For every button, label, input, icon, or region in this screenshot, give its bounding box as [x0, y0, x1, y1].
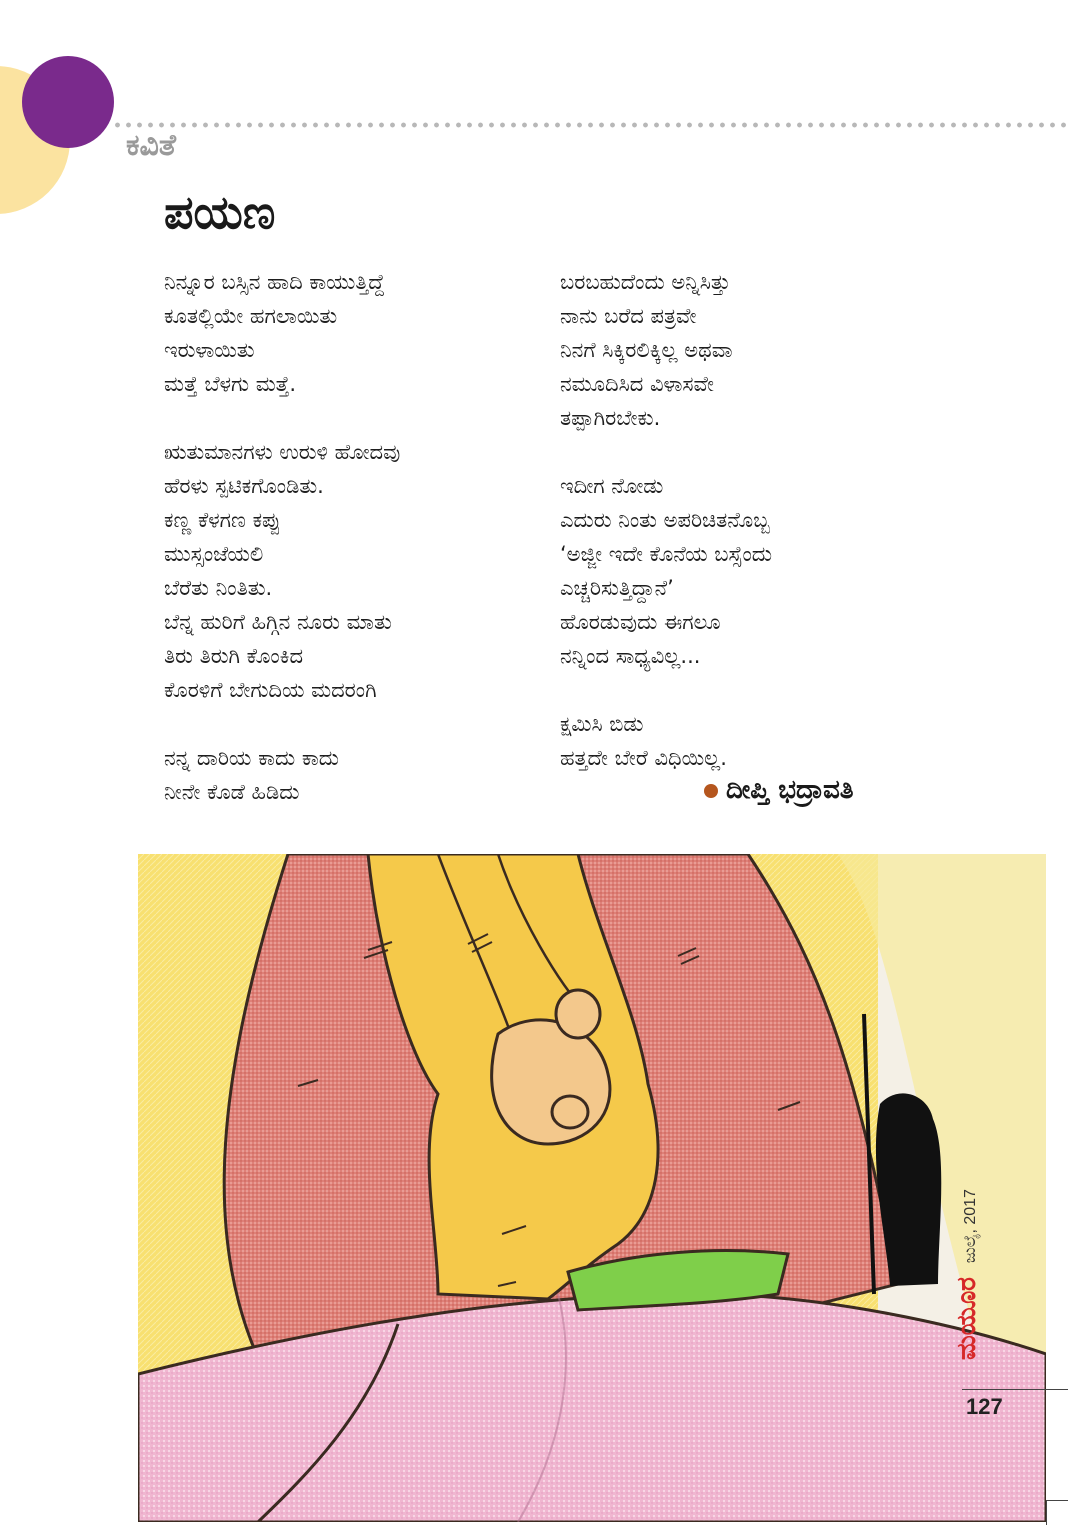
illustration [138, 854, 1046, 1522]
poem-line: ಎದುರು ನಿಂತು ಅಪರಿಚಿತನೊಬ್ಬ [560, 508, 770, 532]
poem-line: ನಿನಗೆ ಸಿಕ್ಕಿರಲಿಕ್ಕಿಲ್ಲ ಅಥವಾ [560, 338, 733, 362]
poem-line: ನೀನೇ ಕೊಡೆ ಹಿಡಿದು [164, 780, 300, 804]
stanza [164, 741, 544, 809]
poem-line: ಇದೀಗ ನೋಡು [560, 474, 664, 498]
poem-line: ತಪ್ಪಾಗಿರಬೇಕು. [560, 406, 661, 430]
section-label: ಕವಿತೆ [126, 128, 176, 163]
author-byline [704, 770, 854, 810]
issue-date: ಜುಲೈ, 2017 [962, 1189, 979, 1264]
poem-line: ಬೆರೆತು ನಿಂತಿತು. [164, 576, 273, 600]
poem-line: ಹೊರಡುವುದು ಈಗಲೂ [560, 610, 721, 634]
page-number-rule [962, 1389, 1068, 1390]
poem-line: ಬೆನ್ನ ಹುರಿಗೆ ಹಿಗ್ಗಿನ ನೂರು ಮಾತು [164, 610, 392, 634]
poem-line: ಇರುಳಾಯಿತು [164, 338, 255, 362]
poem-line: ಮತ್ತೆ ಬೆಳಗು ಮತ್ತೆ. [164, 372, 297, 396]
poem-line: ಋತುಮಾನಗಳು ಉರುಳಿ ಹೋದವು [164, 440, 401, 464]
poem-line: ಬರಬಹುದೆಂದು ಅನ್ನಿಸಿತ್ತು [560, 270, 731, 294]
page-number: 127 [966, 1394, 1003, 1419]
crop-mark [1046, 1500, 1068, 1501]
dotted-divider [112, 122, 1067, 128]
poem-line: ಹತ್ತದೇ ಬೇರೆ ವಿಧಿಯಿಲ್ಲ. [560, 746, 727, 770]
poem-right-column [560, 265, 960, 809]
magazine-side-label [952, 1189, 982, 1360]
stanza [560, 707, 960, 775]
stanza [560, 265, 960, 435]
poem-line: ಕೊರಳಿಗೆ ಬೇಗುದಿಯ ಮದರಂಗಿ [164, 678, 377, 702]
crop-mark [1046, 1500, 1047, 1525]
poem-title: ಪಯಣ [164, 185, 276, 239]
stanza [164, 435, 544, 707]
poem-line: ನಮೂದಿಸಿದ ವಿಳಾಸವೇ [560, 372, 714, 396]
author-name: ದೀಪ್ತಿ ಭದ್ರಾವತಿ [726, 775, 854, 805]
poem-line: ಎಚ್ಚರಿಸುತ್ತಿದ್ದಾನೆ’ [560, 576, 674, 600]
bullet-icon [704, 784, 718, 798]
poem-line: ನಿನ್ನೂರ ಬಸ್ಸಿನ ಹಾದಿ ಕಾಯುತ್ತಿದ್ದೆ [164, 270, 385, 294]
poem-line: ತಿರು ತಿರುಗಿ ಕೊಂಕಿದ [164, 644, 304, 668]
poem-line: ನನ್ನಿಂದ ಸಾಧ್ಯವಿಲ್ಲ... [560, 644, 701, 668]
poem-line: ಕೂತಲ್ಲಿಯೇ ಹಗಲಾಯಿತು [164, 304, 338, 328]
stanza [560, 469, 960, 673]
poem-line: ಕ್ಷಮಿಸಿ ಬಿಡು [560, 712, 644, 736]
poem-line: ‘ಅಜ್ಜೀ ಇದೇ ಕೊನೆಯ ಬಸ್ಸೆಂದು [560, 542, 773, 566]
poem-line: ಹೆರಳು ಸ್ಪಟಿಕಗೊಂಡಿತು. [164, 474, 324, 498]
poem-left-column [164, 265, 544, 843]
magazine-logo: ಮಯೂರ [952, 1277, 982, 1360]
stanza [164, 265, 544, 401]
poem-line: ಕಣ್ಣ ಕೆಳಗಣ ಕಪ್ಪು [164, 508, 281, 532]
poem-line: ನನ್ನ ದಾರಿಯ ಕಾದು ಕಾದು [164, 746, 339, 770]
poem-line: ಮುಸ್ಸಂಜೆಯಲಿ [164, 542, 264, 566]
decorative-purple-circle [22, 56, 114, 148]
poem-line: ನಾನು ಬರೆದ ಪತ್ರವೇ [560, 304, 697, 328]
